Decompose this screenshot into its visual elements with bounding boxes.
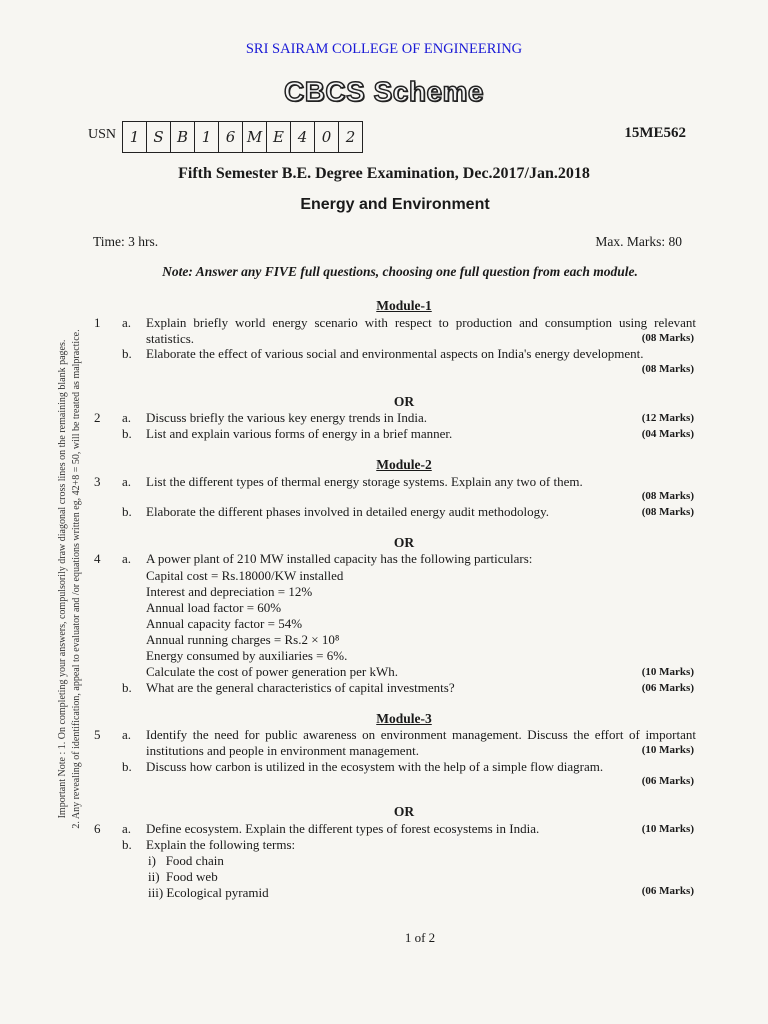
part-label: b. [122, 837, 132, 852]
part-label: b. [122, 504, 132, 519]
part-label: a. [122, 821, 132, 836]
scheme-stamp: CBCS Scheme [283, 76, 484, 107]
question-text: List the different types of thermal energy storage systems. Explain any two of them. [146, 474, 583, 489]
or-divider: OR [393, 804, 415, 819]
marks: (12 Marks) [641, 412, 694, 424]
usn-char: 2 [345, 128, 356, 146]
marks: (08 Marks) [641, 363, 694, 375]
part-label: a. [122, 727, 132, 742]
question-number: 5 [94, 727, 101, 742]
side-instructions [56, 169, 84, 989]
or-divider: OR [393, 535, 415, 550]
marks: (08 Marks) [641, 506, 694, 518]
particular-line: Annual load factor = 60% [146, 600, 282, 615]
subject-title: Energy and Environment [300, 196, 490, 213]
marks: (06 Marks) [641, 682, 694, 694]
particular-line: Calculate the cost of power generation per kWh. [146, 664, 398, 679]
marks: (06 Marks) [641, 885, 694, 897]
part-label: b. [122, 346, 132, 361]
part-label: a. [122, 315, 132, 330]
module-heading: Module-1 [376, 298, 432, 313]
question-text: Explain the following terms: [146, 837, 296, 852]
particular-line: Capital cost = Rs.18000/KW installed [146, 568, 344, 583]
module-heading: Module-2 [376, 457, 432, 472]
term-item: iii) Ecological pyramid [148, 885, 269, 900]
question-text: Define ecosystem. Explain the different types of forest ecosystems in India. [146, 821, 540, 836]
question-text: Elaborate the different phases involved in detailed energy audit methodology. [146, 504, 549, 519]
part-label: a. [122, 474, 132, 489]
particular-line: Annual running charges = Rs.2 × 10⁸ [146, 632, 340, 647]
max-marks: Max. Marks: 80 [595, 234, 682, 249]
usn-char: M [243, 122, 267, 152]
usn-char: B [171, 122, 195, 152]
usn-char: 6 [219, 122, 243, 152]
marks: (04 Marks) [641, 428, 694, 440]
part-label: b. [122, 680, 132, 695]
term-item: i) Food chain [148, 853, 224, 868]
particular-line: Interest and depreciation = 12% [146, 584, 313, 599]
question-text: Discuss how carbon is utilized in the ecosystem with the help of a simple flow diagram. [146, 759, 604, 774]
usn-char: S [147, 122, 171, 152]
particular-line: Annual capacity factor = 54% [146, 616, 303, 631]
part-label: a. [122, 551, 132, 566]
question-number: 4 [94, 551, 101, 566]
particular-line: Energy consumed by auxiliaries = 6%. [146, 648, 348, 663]
exam-title: Fifth Semester B.E. Degree Examination, Dec.2017/Jan.2018 [178, 165, 590, 182]
part-label: a. [122, 410, 132, 425]
exam-duration: Time: 3 hrs. [93, 234, 159, 249]
side-note-line1: Important Note : 1. On completing your answers, compulsorily draw diagonal cross lines on the remaining blank pages. [57, 339, 68, 819]
term-item: ii) Food web [148, 869, 218, 884]
question-text: What are the general characteristics of capital investments? [146, 680, 455, 695]
part-label: b. [122, 759, 132, 774]
question-text: A power plant of 210 MW installed capacity has the following particulars: [146, 551, 533, 566]
or-divider: OR [393, 394, 415, 409]
question-text: Explain briefly world energy scenario with respect to production and consumption using relevant statistics. [146, 315, 696, 346]
marks: (10 Marks) [641, 823, 694, 835]
question-text: Elaborate the effect of various social and environmental aspects on India's energy development. [146, 346, 644, 361]
marks: (10 Marks) [641, 744, 694, 756]
page-number: 1 of 2 [404, 930, 436, 945]
usn-char: 4 [291, 122, 315, 152]
usn-char: E [267, 122, 291, 152]
usn-char: 1 [195, 122, 219, 152]
marks: (06 Marks) [641, 775, 694, 787]
side-note-line2: 2. Any revealing of identification, appeal to evaluator and /or equations written eg, 42+8 = 50, will be treated as malpractice. [71, 329, 82, 829]
question-text: Identify the need for public awareness on environment management. Discuss the effort of important institutions and people in environment management. [146, 727, 696, 758]
marks: (08 Marks) [641, 332, 694, 344]
usn-char: 1 [123, 122, 147, 152]
question-number: 3 [94, 474, 101, 489]
question-text: Discuss briefly the various key energy trends in India. [146, 410, 427, 425]
module-heading: Module-3 [376, 711, 432, 726]
marks: (10 Marks) [641, 666, 694, 678]
course-code: 15ME562 [624, 125, 686, 141]
question-text: List and explain various forms of energy in a brief manner. [146, 426, 453, 441]
usn-boxes [122, 121, 363, 153]
usn-char: 0 [315, 122, 339, 152]
college-name: SRI SAIRAM COLLEGE OF ENGINEERING [245, 41, 523, 57]
part-label: b. [122, 426, 132, 441]
instructions-note: Note: Answer any FIVE full questions, choosing one full question from each module. [162, 264, 638, 279]
question-number: 6 [94, 821, 101, 836]
question-number: 2 [94, 410, 101, 425]
marks: (08 Marks) [641, 490, 694, 502]
question-number: 1 [94, 315, 101, 330]
usn-label: USN [88, 127, 117, 142]
